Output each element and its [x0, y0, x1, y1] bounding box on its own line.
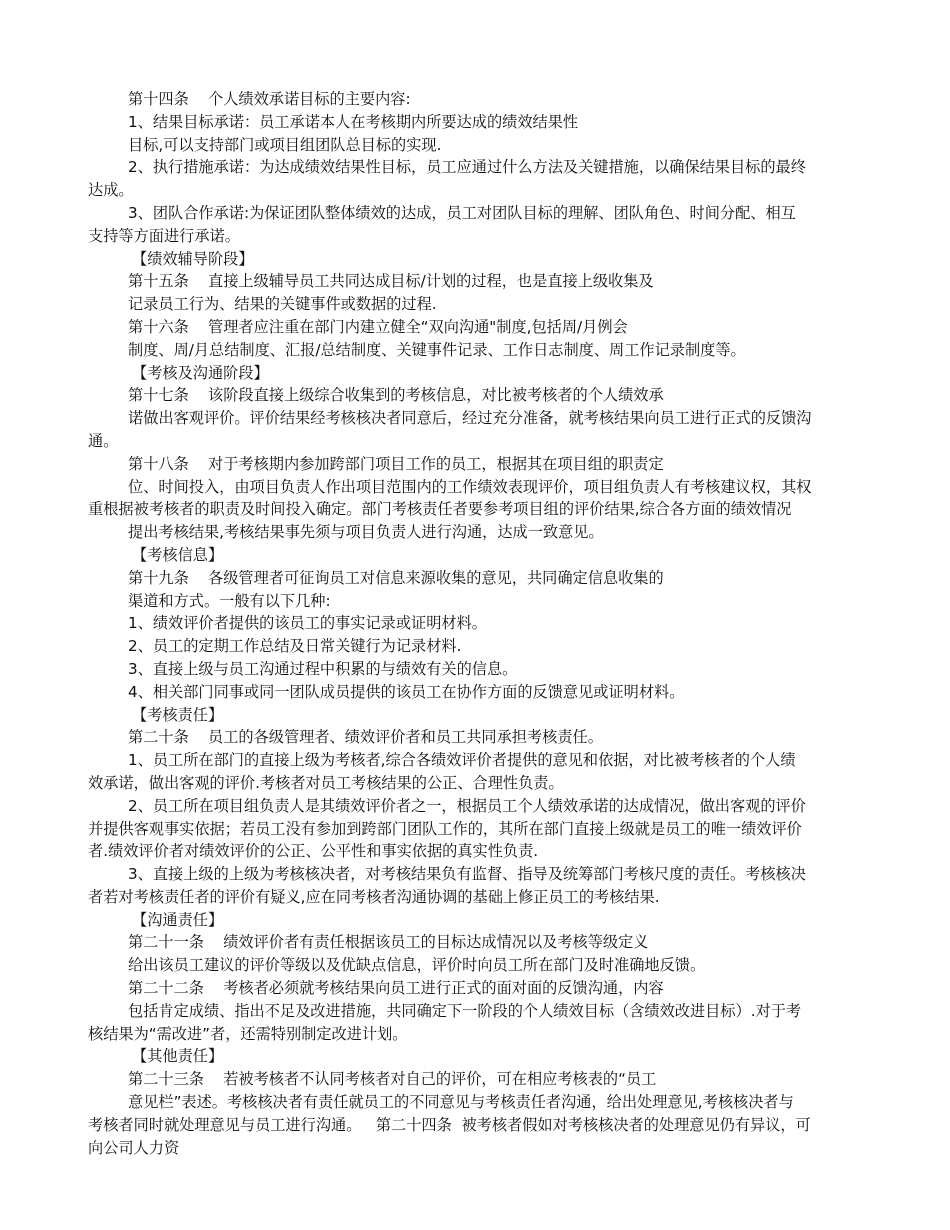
text-line: 制度、周/月总结制度、汇报/总结制度、关键事件记录、工作日志制度、周工作记录制度等。	[128, 340, 746, 359]
text-line: 向公司人力资	[88, 1138, 180, 1157]
text-line: 通。	[88, 431, 119, 450]
text-line: 3、团队合作承诺:为保证团队整体绩效的达成，员工对团队目标的理解、团队角色、时间分配、相互	[128, 203, 796, 222]
text-line: 记录员工行为、结果的关键事件或数据的过程.	[128, 295, 437, 314]
text-line: 效承诺，做出客观的评价.考核者对员工考核结果的公正、合理性负责。	[88, 773, 564, 792]
text-line: 重根据被考核者的职责及时间投入确定。部门考核责任者要参考项目组的评价结果,综合各方面的绩效情况	[88, 500, 792, 519]
text-line: 给出该员工建议的评价等级以及优缺点信息，评价时向员工所在部门及时准确地反馈。	[128, 956, 706, 975]
text-line: 2、员工的定期工作总结及日常关键行为记录材料.	[128, 637, 462, 656]
text-line: 达成。	[88, 181, 134, 200]
text-line: 支持等方面进行承诺。	[88, 226, 240, 245]
text-line: 第十九条 各级管理者可征询员工对信息来源收集的意见，共同确定信息收集的	[128, 568, 664, 587]
text-line: 第十八条 对于考核期内参加跨部门项目工作的员工，根据其在项目组的职责定	[128, 454, 664, 473]
text-line: 者.绩效评价者对绩效评价的公正、公平性和事实依据的真实性负责.	[88, 842, 539, 861]
text-line: 目标,可以支持部门或项目组团队总目标的实现.	[128, 135, 442, 154]
text-line: 诺做出客观评价。评价结果经考核核决者同意后，经过充分准备，就考核结果向员工进行正式的反馈沟	[128, 409, 812, 428]
document-body	[88, 88, 950, 1159]
text-line: 【沟通责任】	[132, 910, 224, 929]
text-line: 第十六条 管理者应注重在部门内建立健全“双向沟通"制度,包括周/月例会	[128, 317, 628, 336]
text-line: 并提供客观事实依据；若员工没有参加到跨部门团队工作的，其所在部门直接上级就是员工的唯一绩效评价	[88, 819, 802, 838]
text-line: 【考核及沟通阶段】	[132, 363, 269, 382]
text-line: 位、时间投入，由项目负责人作出项目范围内的工作绩效表现评价，项目组负责人有考核建议权，其权	[128, 477, 812, 496]
text-line: 第十五条 直接上级辅导员工共同达成目标/计划的过程，也是直接上级收集及	[128, 272, 654, 291]
text-line: 第十四条 个人绩效承诺目标的主要内容:	[128, 90, 411, 108]
text-line: 4、相关部门同事或同一团队成员提供的该员工在协作方面的反馈意见或证明材料。	[128, 682, 685, 701]
text-line: 提出考核结果,考核结果事先须与项目负责人进行沟通，达成一致意见。	[128, 523, 604, 542]
text-line: 意见栏”表述。考核核决者有责任就员工的不同意见与考核责任者沟通，给出处理意见,考核核决者与	[128, 1093, 794, 1112]
text-line: 第二十三条 若被考核者不认同考核者对自己的评价，可在相应考核表的“员工	[128, 1070, 657, 1089]
text-line: 第二十一条 绩效评价者有责任根据该员工的目标达成情况以及考核等级定义	[128, 933, 649, 952]
text-line: 核结果为“需改进”者，还需特别制定改进计划。	[88, 1024, 408, 1043]
text-line: 者若对考核责任者的评价有疑义,应在同考核者沟通协调的基础上修正员工的考核结果.	[88, 887, 660, 906]
text-line: 第十七条 该阶段直接上级综合收集到的考核信息，对比被考核者的个人绩效承	[128, 386, 664, 405]
text-line: 3、直接上级的上级为考核核决者，对考核结果负有监督、指导及统筹部门考核尺度的责任。考核核决	[128, 865, 806, 884]
text-line: 包括肯定成绩、指出不足及改进措施，共同确定下一阶段的个人绩效目标（含绩效改进目标）.对于考	[128, 1001, 802, 1020]
text-line: 1、结果目标承诺：员工承诺本人在考核期内所要达成的绩效结果性	[128, 112, 579, 131]
text-line: 【考核责任】	[132, 705, 224, 724]
text-line: 渠道和方式。一般有以下几种:	[128, 591, 331, 610]
text-line: 1、员工所在部门的直接上级为考核者,综合各绩效评价者提供的意见和依据，对比被考核者的个人绩	[128, 751, 796, 770]
text-line: 【其他责任】	[132, 1047, 224, 1066]
text-line: 1、绩效评价者提供的该员工的事实记录或证明材料。	[128, 614, 487, 633]
text-line: 【考核信息】	[132, 545, 224, 564]
text-line: 第二十条 员工的各级管理者、绩效评价者和员工共同承担考核责任。	[128, 728, 603, 747]
text-line: 考核者同时就处理意见与员工进行沟通。 第二十四条 被考核者假如对考核核决者的处理意见仍有异议，可	[88, 1115, 811, 1134]
text-line: 3、直接上级与员工沟通过程中积累的与绩效有关的信息。	[128, 659, 518, 678]
text-line: 2、员工所在项目组负责人是其绩效评价者之一，根据员工个人绩效承诺的达成情况，做出客观的评价	[128, 796, 806, 815]
text-line: 2、执行措施承诺：为达成绩效结果性目标，员工应通过什么方法及关键措施，以确保结果目标的最终	[128, 158, 806, 177]
text-line: 【绩效辅导阶段】	[132, 249, 254, 268]
text-line: 第二十二条 考核者必须就考核结果向员工进行正式的面对面的反馈沟通，内容	[128, 979, 664, 998]
